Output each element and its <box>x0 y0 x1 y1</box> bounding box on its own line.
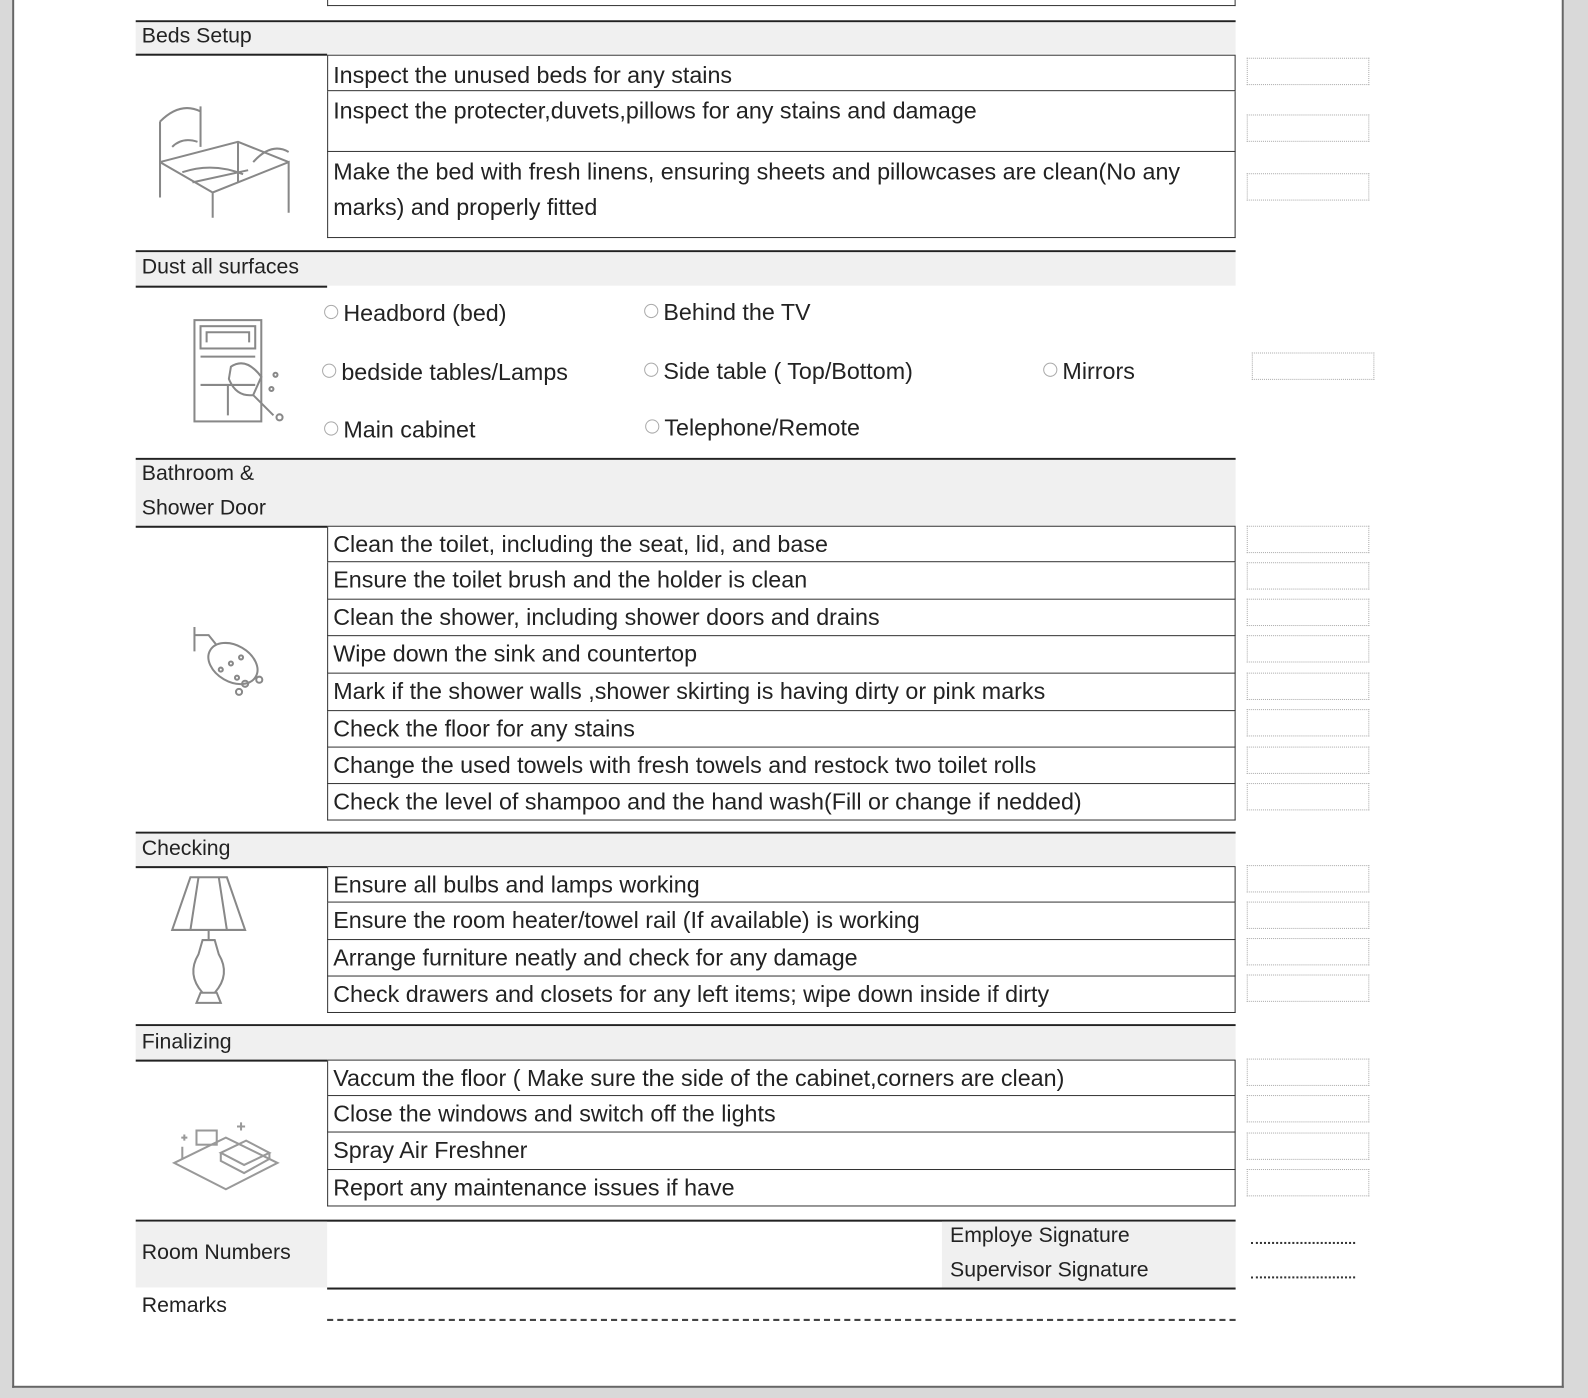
section-header-band <box>136 1026 1236 1059</box>
checklist-row: Check the level of shampoo and the hand wash(Fill or change if nedded) <box>327 784 1235 820</box>
checkbox[interactable] <box>1247 1169 1370 1196</box>
checkbox[interactable] <box>1247 1095 1370 1122</box>
bullet-icon <box>324 421 338 435</box>
section-underline <box>136 526 327 528</box>
section-underline <box>136 1060 327 1062</box>
checkbox[interactable] <box>1247 783 1370 810</box>
section-title-bathroom-line1: Bathroom & <box>141 461 255 486</box>
checklist-row: Spray Air Freshner <box>327 1133 1235 1170</box>
checkbox[interactable] <box>1247 526 1370 553</box>
dust-item <box>324 300 506 327</box>
supervisor-signature-field[interactable] <box>1251 1276 1355 1278</box>
bullet-icon <box>644 363 658 377</box>
cabinet-duster-icon <box>190 316 286 425</box>
section-header-band <box>136 460 1236 526</box>
section-underline <box>136 286 327 288</box>
room-numbers-label: Room Numbers <box>141 1240 291 1265</box>
dust-item <box>324 416 475 443</box>
dust-item-label: bedside tables/Lamps <box>341 358 568 385</box>
section-header-band <box>136 252 1236 285</box>
checkbox[interactable] <box>1247 58 1370 85</box>
lamp-icon <box>168 873 249 1007</box>
dust-item <box>322 359 568 386</box>
checklist-row: Clean the toilet, including the seat, lid, and base <box>327 526 1235 562</box>
checklist-row: Wipe down the sink and countertop <box>327 636 1235 673</box>
checklist-row: Ensure the room heater/towel rail (If available) is working <box>327 903 1235 940</box>
footer-divider <box>327 1288 1235 1290</box>
dust-item-label: Headbord (bed) <box>343 299 507 327</box>
bullet-icon <box>644 304 658 318</box>
section-title-beds: Beds Setup <box>141 24 252 48</box>
employee-signature-field[interactable] <box>1251 1242 1355 1244</box>
bullet-icon <box>1043 363 1057 377</box>
dust-item-label: Telephone/Remote <box>664 414 860 441</box>
checkbox[interactable] <box>1247 1133 1370 1160</box>
section-title-dust: Dust all surfaces <box>141 255 300 279</box>
checklist-row: Make the bed with fresh linens, ensuring sheets and pillowcases are clean(No any marks) and properly fitted <box>327 152 1235 238</box>
checklist-row: Check the floor for any stains <box>327 711 1235 747</box>
section-underline <box>136 54 327 56</box>
checkbox[interactable] <box>1247 635 1370 662</box>
checklist-row: Clean the shower, including shower doors and drains <box>327 600 1235 636</box>
checklist-row: Inspect the unused beds for any stains <box>327 55 1235 91</box>
remarks-field[interactable] <box>327 1319 1235 1321</box>
checklist-row: Inspect the protecter,duvets,pillows for any stains and damage <box>327 91 1235 152</box>
dust-item <box>645 414 860 441</box>
dust-item-label: Behind the TV <box>663 298 811 326</box>
checkbox[interactable] <box>1247 562 1370 589</box>
checkbox[interactable] <box>1247 673 1370 700</box>
checkbox[interactable] <box>1247 709 1370 736</box>
previous-row-box <box>327 0 1235 6</box>
bullet-icon <box>324 305 338 319</box>
checklist-row: Arrange furniture neatly and check for any damage <box>327 940 1235 976</box>
supervisor-signature-label: Supervisor Signature <box>950 1258 1149 1282</box>
checkbox[interactable] <box>1247 865 1370 892</box>
bed-icon <box>152 101 299 223</box>
checklist-row: Ensure the toilet brush and the holder is clean <box>327 562 1235 599</box>
checkbox[interactable] <box>1247 599 1370 626</box>
dust-item-label: Main cabinet <box>343 416 476 443</box>
checkbox[interactable] <box>1247 902 1370 929</box>
checkbox[interactable] <box>1247 747 1370 774</box>
checkbox[interactable] <box>1247 1059 1370 1086</box>
section-header-band <box>136 834 1236 866</box>
section-title-bathroom-line2: Shower Door <box>141 496 266 520</box>
room-numbers-field[interactable] <box>327 1223 935 1286</box>
checklist-row: Change the used towels with fresh towels and restock two toilet rolls <box>327 748 1235 784</box>
clean-room-icon <box>170 1112 281 1193</box>
remarks-label: Remarks <box>141 1293 227 1317</box>
dust-item-label: Side table ( Top/Bottom) <box>663 357 913 384</box>
checklist-row: Ensure all bulbs and lamps working <box>327 866 1235 902</box>
checkbox[interactable] <box>1247 114 1370 141</box>
checkbox[interactable] <box>1252 353 1375 380</box>
checkbox[interactable] <box>1247 938 1370 965</box>
employee-signature-label: Employe Signature <box>950 1223 1130 1248</box>
dust-item <box>1043 358 1135 385</box>
checklist-row: Close the windows and switch off the lights <box>327 1096 1235 1132</box>
bullet-icon <box>645 419 659 433</box>
dust-item-label: Mirrors <box>1062 357 1135 384</box>
checklist-row: Vaccum the floor ( Make sure the side of the cabinet,corners are clean) <box>327 1060 1235 1096</box>
checklist-row: Report any maintenance issues if have <box>327 1170 1235 1206</box>
section-header-band <box>136 22 1236 53</box>
checklist-row: Mark if the shower walls ,shower skirting is having dirty or pink marks <box>327 674 1235 711</box>
checklist-row: Check drawers and closets for any left items; wipe down inside if dirty <box>327 977 1235 1013</box>
checkbox[interactable] <box>1247 975 1370 1002</box>
dust-item <box>644 358 913 385</box>
section-underline <box>136 866 327 868</box>
shower-head-icon <box>190 623 271 699</box>
dust-item <box>644 299 810 326</box>
section-title-finalizing: Finalizing <box>141 1030 232 1054</box>
checkbox[interactable] <box>1247 173 1370 200</box>
bullet-icon <box>322 364 336 378</box>
section-title-checking: Checking <box>141 836 231 861</box>
